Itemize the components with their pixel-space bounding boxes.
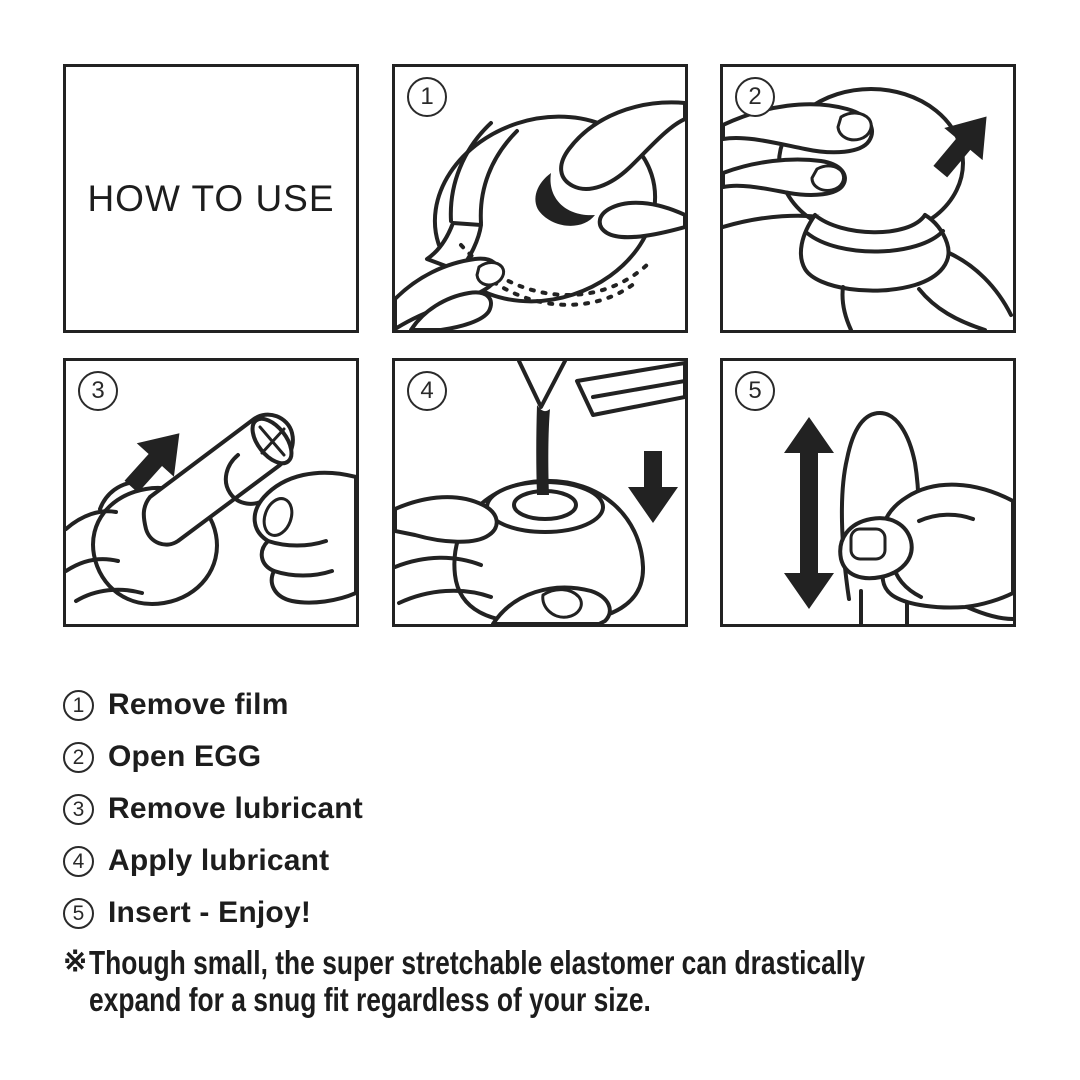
footnote (63, 944, 1059, 1018)
step-label: Remove film (108, 688, 289, 721)
step-number-badge: 3 (63, 794, 94, 825)
step-panel-5 (720, 358, 1016, 627)
step-number-badge: 5 (63, 898, 94, 929)
arrow-down-icon (628, 451, 678, 523)
step-label: Remove lubricant (108, 792, 363, 825)
footnote-line-2: expand for a snug fit regardless of your size. (89, 981, 652, 1018)
footnote-line-1: Though small, the super stretchable elastomer can drastically (89, 944, 866, 981)
gripping-hand (840, 485, 1013, 619)
egg-bottom-cup (801, 215, 949, 291)
lubricant-tube (519, 361, 685, 415)
step-number-badge: 1 (63, 690, 94, 721)
step-number-badge: 3 (78, 371, 118, 411)
legend-item-1 (63, 688, 363, 722)
lubricant-stream (536, 405, 550, 495)
step-panel-4 (392, 358, 688, 627)
peeling-hand (395, 259, 504, 330)
title-panel (63, 64, 359, 333)
step-number-badge: 1 (407, 77, 447, 117)
step-label: Apply lubricant (108, 844, 330, 877)
page-title: HOW TO USE (87, 177, 335, 219)
step-number-badge: 2 (63, 742, 94, 773)
reference-mark-icon: ※ (63, 946, 88, 978)
step-label: Insert - Enjoy! (108, 896, 312, 929)
step-number-badge: 5 (735, 371, 775, 411)
step-number-badge: 4 (63, 846, 94, 877)
legend-item-4 (63, 844, 363, 878)
step-number-badge: 4 (407, 371, 447, 411)
step-panel-3 (63, 358, 359, 627)
step-panel-1 (392, 64, 688, 333)
step-label: Open EGG (108, 740, 262, 773)
legend-item-3 (63, 792, 363, 826)
step-legend (63, 688, 363, 948)
arrow-up-down-icon (784, 417, 834, 609)
step-number-badge: 2 (735, 77, 775, 117)
step-panel-2 (720, 64, 1016, 333)
legend-item-2 (63, 740, 363, 774)
footnote-text (89, 944, 1059, 1018)
legend-item-5 (63, 896, 363, 930)
